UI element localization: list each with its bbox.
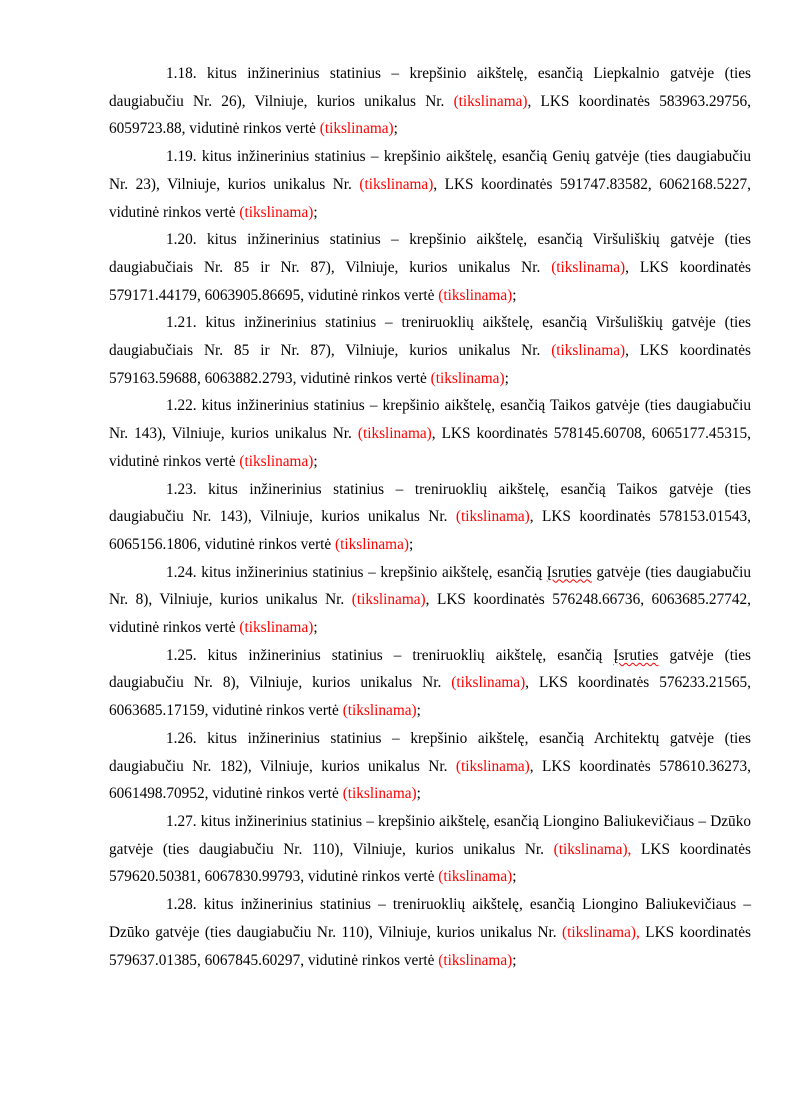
item-number: 1.19.	[166, 148, 197, 166]
item-end: ;	[313, 203, 318, 221]
value-placeholder: (tikslinama)	[239, 452, 314, 470]
list-item	[109, 725, 751, 808]
item-text: gatvėje (ties daugiabučiu Nr. 8), Vilniuje, kurios unikalus Nr.	[109, 646, 752, 692]
item-text: kitus inžinerinius statinius – krepšinio aikštelę, esančią	[196, 563, 547, 581]
unique-number-placeholder: (tikslinama)	[551, 258, 626, 276]
item-number: 1.22.	[166, 397, 197, 415]
unique-number-placeholder: (tikslinama)	[351, 591, 426, 609]
unique-number-placeholder: (tikslinama),	[553, 840, 632, 858]
item-text: LKS koordinatės 579637.01385, 6067845.60297, vidutinė rinkos vertė	[109, 923, 751, 969]
item-text: , LKS koordinatės 579171.44179, 6063905.86695, vidutinė rinkos vertė	[109, 258, 752, 304]
item-text: , LKS koordinatės 578153.01543, 6065156.1806, vidutinė rinkos vertė	[109, 508, 751, 553]
unique-number-placeholder: (tikslinama)	[453, 92, 528, 110]
value-placeholder: (tikslinama)	[342, 785, 417, 803]
item-end: ;	[408, 535, 414, 553]
item-text: kitus inžinerinius statinius – krepšinio aikštelę, esančią Liepkalnio gatvėje (ties daugiabučiu Nr. 26), Vilniuje, kurios unikalus Nr.	[109, 65, 751, 110]
item-text: kitus inžinerinius statinius – krepšinio aikštelę, esančią Liongino Baliukevičiaus – Dzūko gatvėje (ties daugiabučiu Nr. 110), Vilniuje, kurios unikalus Nr.	[109, 812, 751, 858]
item-text: kitus inžinerinius statinius – treniruoklių aikštelę, esančią	[196, 646, 614, 664]
value-placeholder: (tikslinama)	[319, 120, 394, 138]
item-end: ;	[313, 619, 318, 637]
item-number: 1.27.	[166, 812, 197, 830]
list-item	[109, 891, 751, 974]
list-item	[109, 392, 751, 475]
item-text: kitus inžinerinius statinius – krepšinio aikštelę, esančią Viršuliškių gatvėje (ties daugiabučiais Nr. 85 ir Nr. 87), Vilniuje, kurios unikalus Nr.	[109, 231, 751, 276]
item-number: 1.21.	[166, 314, 197, 332]
item-list	[109, 60, 751, 974]
list-item	[109, 143, 751, 226]
value-placeholder: (tikslinama)	[438, 868, 513, 886]
unique-number-placeholder: (tikslinama)	[455, 757, 530, 775]
item-text: , LKS koordinatės 591747.83582, 6062168.5227, vidutinė rinkos vertė	[109, 175, 751, 221]
item-text: kitus inžinerinius statinius – krepšinio aikštelę, esančią Taikos gatvėje (ties daugiabučiu Nr. 143), Vilniuje, kurios unikalus Nr.	[109, 397, 751, 443]
list-item	[109, 309, 751, 392]
item-end: ;	[313, 452, 318, 470]
item-number: 1.24.	[166, 563, 197, 581]
value-placeholder: (tikslinama)	[430, 369, 505, 387]
item-text: , LKS koordinatės 583963.29756, 6059723.88, vidutinė rinkos vertė	[109, 92, 751, 138]
value-placeholder: (tikslinama)	[438, 951, 513, 969]
item-text: kitus inžinerinius statinius – treniruoklių aikštelę, esančią Viršuliškių gatvėje (ties daugiabučiais Nr. 85 ir Nr. 87), Vilniuje, kurios unikalus Nr.	[109, 314, 751, 360]
item-end: ;	[512, 951, 517, 969]
item-text: kitus inžinerinius statinius – krepšinio aikštelę, esančią Genių gatvėje (ties daugiabučiu Nr. 23), Vilniuje, kurios unikalus Nr.	[109, 148, 751, 193]
street-name: Įsruties	[613, 646, 659, 664]
list-item	[109, 226, 751, 309]
unique-number-placeholder: (tikslinama)	[455, 508, 530, 526]
item-number: 1.26.	[166, 729, 197, 747]
list-item	[109, 476, 751, 559]
item-text: , LKS koordinatės 579163.59688, 6063882.2793, vidutinė rinkos vertė	[109, 342, 752, 387]
item-end: ;	[512, 868, 517, 886]
unique-number-placeholder: (tikslinama)	[551, 342, 626, 360]
item-end: ;	[416, 785, 421, 803]
item-end: ;	[512, 286, 517, 304]
item-end: ;	[504, 369, 509, 387]
list-item	[109, 559, 751, 642]
unique-number-placeholder: (tikslinama),	[562, 923, 640, 941]
item-number: 1.20.	[166, 231, 197, 249]
item-number: 1.23.	[166, 480, 197, 498]
street-name: Įsruties	[546, 563, 592, 581]
list-item	[109, 642, 751, 725]
unique-number-placeholder: (tikslinama)	[451, 674, 526, 692]
item-text: kitus inžinerinius statinius – treniruoklių aikštelę, esančią Liongino Baliukevičiaus – Dzūko gatvėje (ties daugiabučiu Nr. 110), Vilniuje, kurios unikalus Nr.	[109, 896, 751, 941]
item-text: kitus inžinerinius statinius – treniruoklių aikštelę, esančią Taikos gatvėje (ties daugiabučiu Nr. 143), Vilniuje, kurios unikalus Nr.	[109, 480, 751, 526]
value-placeholder: (tikslinama)	[239, 619, 314, 637]
value-placeholder: (tikslinama)	[342, 702, 417, 720]
item-text: kitus inžinerinius statinius – krepšinio aikštelę, esančią Architektų gatvėje (ties daugiabučiu Nr. 182), Vilniuje, kurios unikalus Nr.	[109, 729, 751, 775]
list-item	[109, 808, 751, 891]
item-text: , LKS koordinatės 578610.36273, 6061498.70952, vidutinė rinkos vertė	[109, 757, 751, 803]
value-placeholder: (tikslinama)	[239, 203, 314, 221]
unique-number-placeholder: (tikslinama)	[359, 175, 434, 193]
item-text: , LKS koordinatės 576233.21565, 6063685.17159, vidutinė rinkos vertė	[109, 674, 751, 720]
item-text: gatvėje (ties daugiabučiu Nr. 8), Vilniuje, kurios unikalus Nr.	[109, 563, 751, 609]
item-text: LKS koordinatės 579620.50381, 6067830.99793, vidutinė rinkos vertė	[109, 840, 751, 886]
item-end: ;	[393, 120, 398, 138]
item-end: ;	[416, 702, 421, 720]
item-number: 1.28.	[166, 896, 197, 914]
item-text: , LKS koordinatės 578145.60708, 6065177.45315, vidutinė rinkos vertė	[109, 425, 751, 470]
item-number: 1.25.	[166, 646, 197, 664]
unique-number-placeholder: (tikslinama)	[357, 425, 432, 443]
item-text: , LKS koordinatės 576248.66736, 6063685.27742, vidutinė rinkos vertė	[109, 591, 751, 637]
list-item	[109, 60, 751, 143]
item-number: 1.18.	[166, 65, 197, 82]
value-placeholder: (tikslinama)	[438, 286, 513, 304]
value-placeholder: (tikslinama)	[335, 535, 409, 553]
